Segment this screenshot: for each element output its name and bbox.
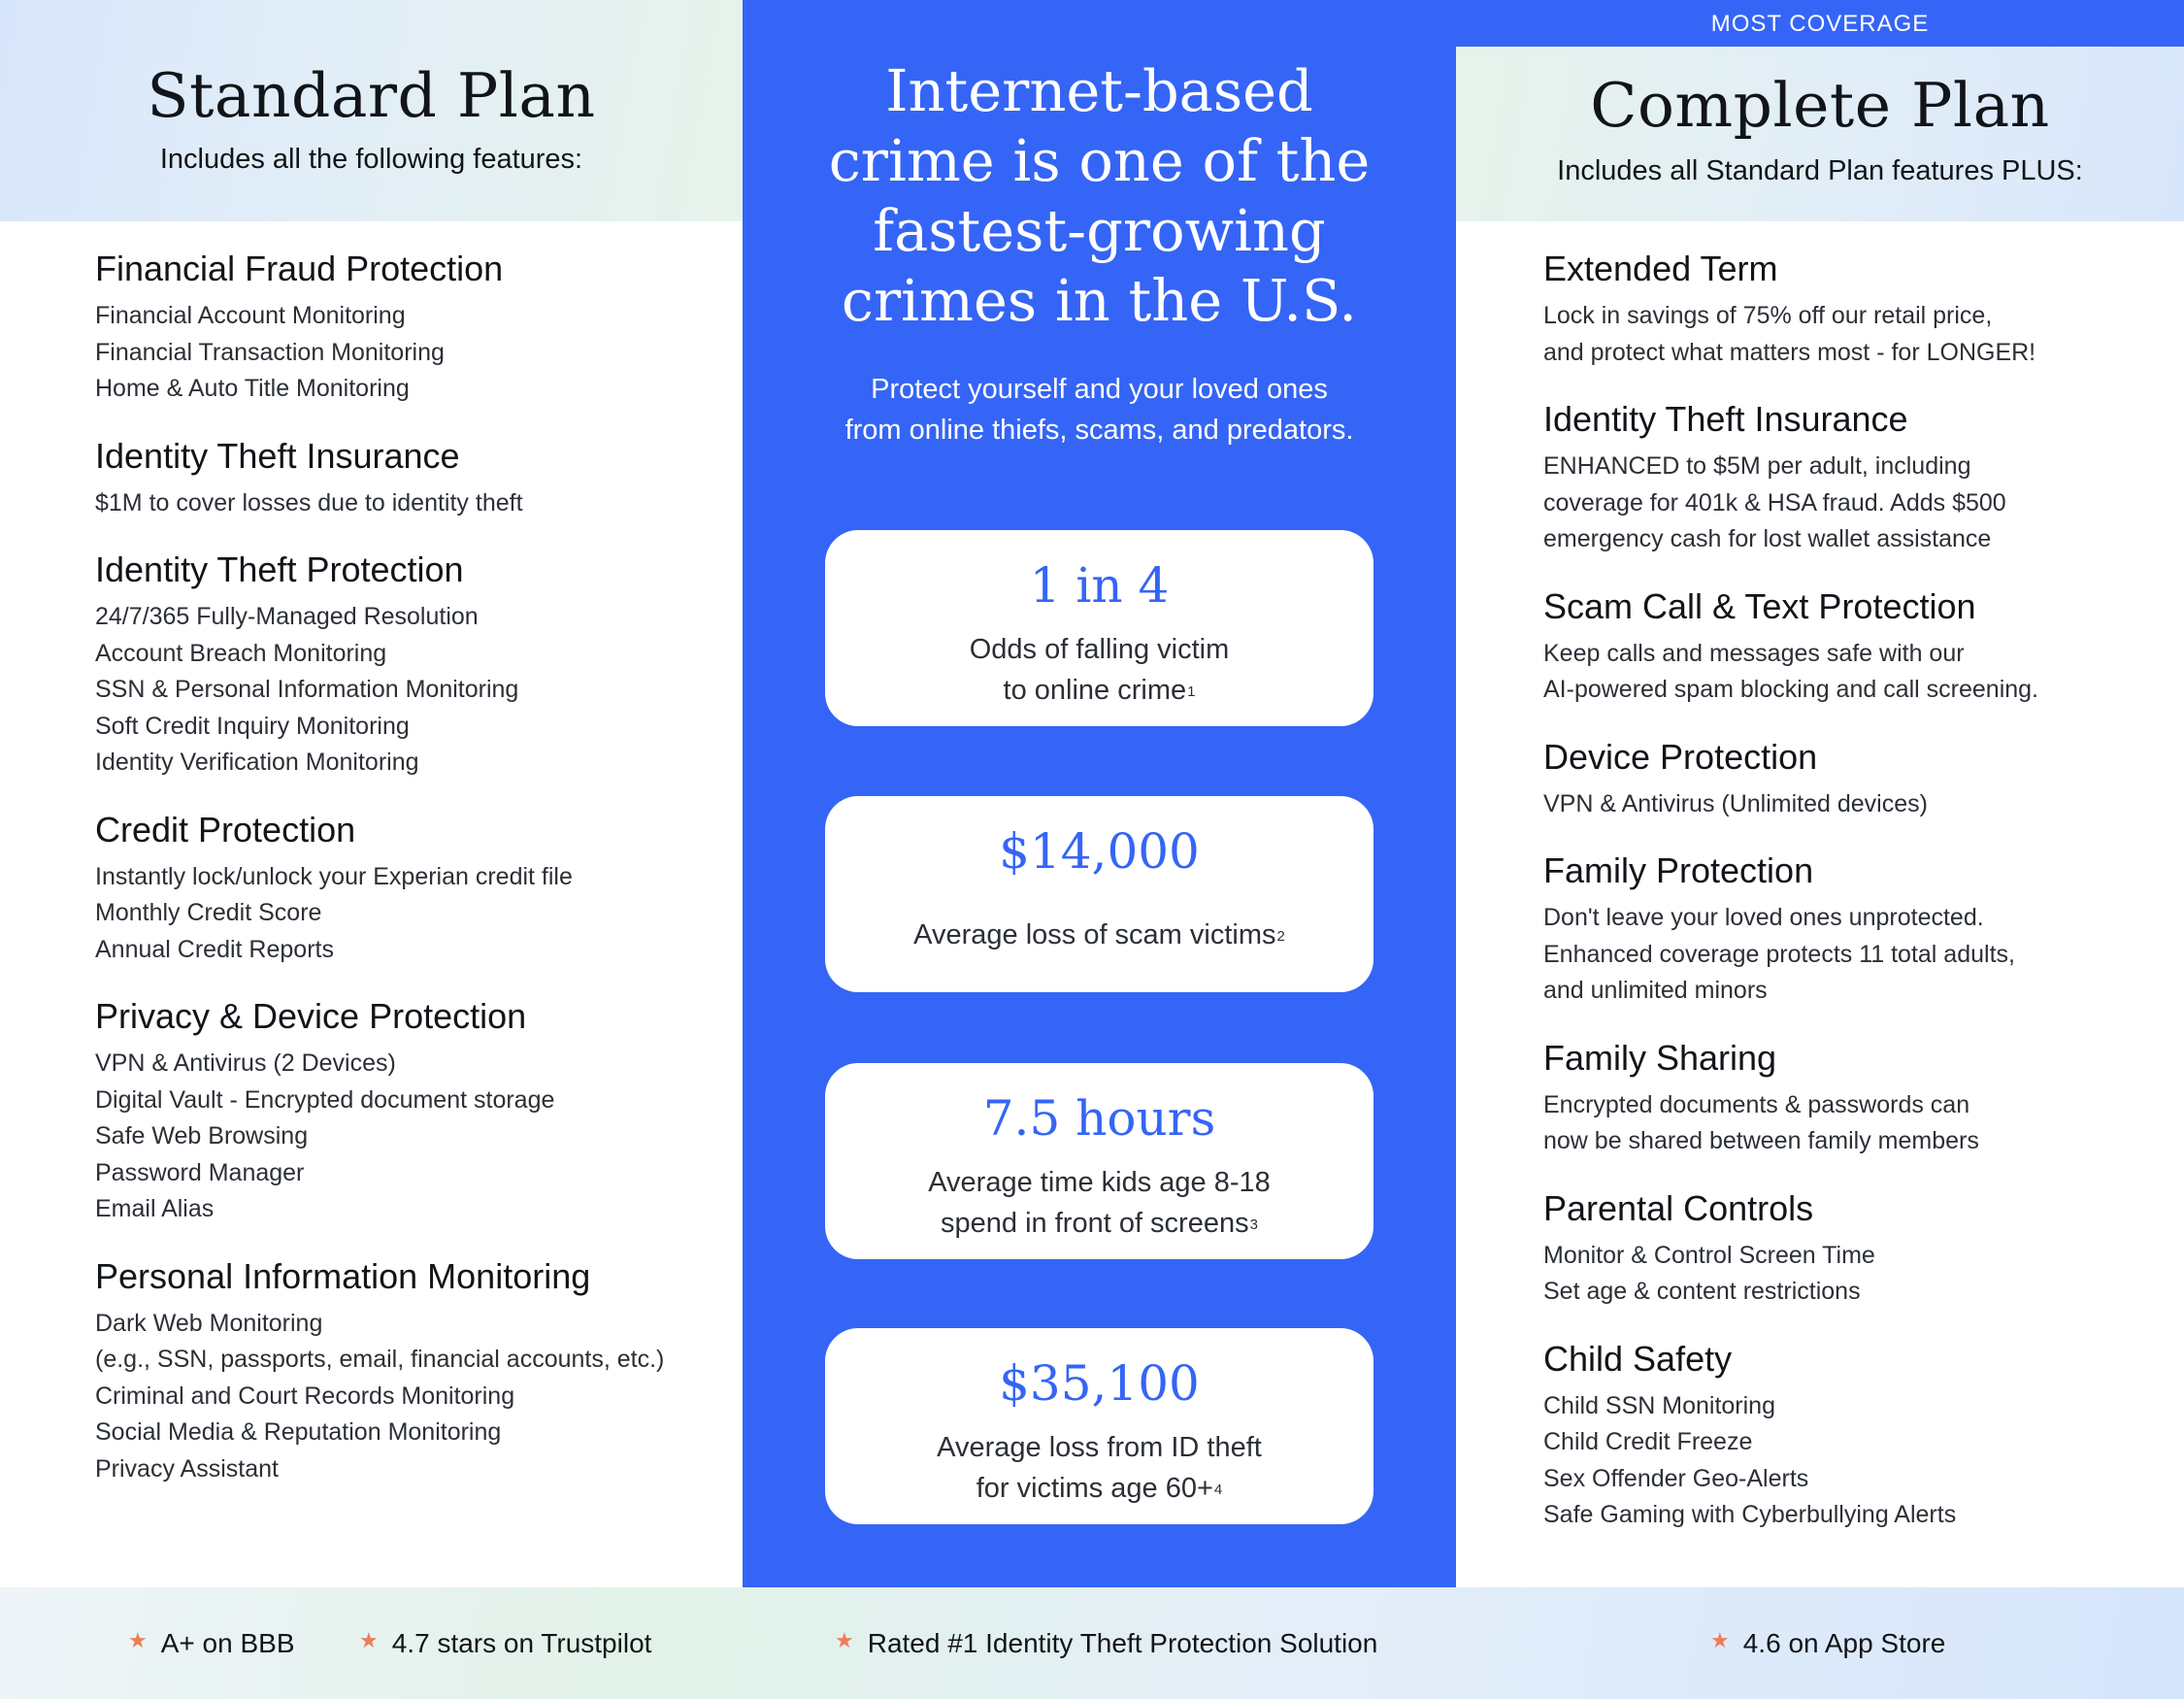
- feature-item: Email Alias: [95, 1195, 215, 1222]
- headline: [743, 56, 1456, 336]
- feature-item: and unlimited minors: [1543, 977, 1768, 1004]
- complete-plan-subtitle: Includes all Standard Plan features PLUS:: [1557, 155, 2083, 186]
- feature-item: Dark Web Monitoring: [95, 1309, 323, 1337]
- feature-section-title: Child Safety: [1543, 1338, 1733, 1379]
- feature-item: Safe Web Browsing: [95, 1122, 309, 1149]
- feature-section: [1543, 850, 2165, 1010]
- feature-item: ENHANCED to $5M per adult, including: [1543, 452, 1971, 480]
- feature-item: Digital Vault - Encrypted document storage: [95, 1085, 555, 1114]
- feature-item: Financial Account Monitoring: [95, 302, 406, 329]
- stat-description: [825, 1162, 1373, 1244]
- feature-section: [1543, 1338, 2165, 1534]
- stat-desc-line: Average time kids age 8-18: [928, 1167, 1271, 1198]
- footnote-marker: 2: [1276, 928, 1285, 945]
- stat-description: [825, 629, 1373, 711]
- star-icon: ★: [835, 1627, 854, 1652]
- rating-badge-label: 4.7 stars on Trustpilot: [391, 1627, 652, 1658]
- stat-desc-line: Average loss from ID theft: [937, 1432, 1262, 1463]
- headline-line: Internet-based: [885, 57, 1313, 124]
- subtext-line: Protect yourself and your loved ones: [871, 374, 1328, 405]
- feature-section-title: Identity Theft Insurance: [95, 435, 460, 476]
- feature-item: and protect what matters most - for LONGER!: [1543, 338, 2036, 366]
- feature-item: Lock in savings of 75% off our retail price,: [1543, 302, 1993, 329]
- standard-plan-header: [0, 0, 743, 221]
- most-coverage-badge: MOST COVERAGE: [1456, 0, 2184, 47]
- feature-section: [1543, 248, 2165, 371]
- rating-badge-label: Rated #1 Identity Theft Protection Solution: [867, 1627, 1378, 1658]
- feature-section-title: Family Protection: [1543, 850, 1814, 890]
- feature-item: Privacy Assistant: [95, 1454, 279, 1482]
- feature-item: 24/7/365 Fully-Managed Resolution: [95, 603, 479, 630]
- rating-badge-rated-1: [835, 1587, 1377, 1699]
- rating-badge-label: A+ on BBB: [160, 1627, 295, 1658]
- feature-item: emergency cash for lost wallet assistance: [1543, 525, 1992, 552]
- rating-badge-app-store: [1710, 1587, 1945, 1699]
- feature-item: Soft Credit Inquiry Monitoring: [95, 712, 410, 740]
- feature-item: Criminal and Court Records Monitoring: [95, 1382, 515, 1410]
- feature-item: Don't leave your loved ones unprotected.: [1543, 904, 1984, 931]
- stat-value: 1 in 4: [1029, 557, 1170, 614]
- stat-card-screen-time: [825, 1063, 1373, 1259]
- feature-item: Enhanced coverage protects 11 total adults,: [1543, 940, 2015, 968]
- complete-plan-title: Complete Plan: [1590, 70, 2050, 141]
- feature-item: Account Breach Monitoring: [95, 639, 387, 667]
- standard-plan-subtitle: Includes all the following features:: [159, 144, 583, 175]
- feature-item: Instantly lock/unlock your Experian credit file: [95, 862, 573, 890]
- subtext-line: from online thiefs, scams, and predators.: [844, 415, 1354, 446]
- footnote-marker: 4: [1213, 1482, 1223, 1498]
- stat-description: [825, 1427, 1373, 1509]
- feature-item: Safe Gaming with Cyberbullying Alerts: [1543, 1501, 1957, 1528]
- feature-item: VPN & Antivirus (2 Devices): [95, 1049, 396, 1077]
- feature-item: Encrypted documents & passwords can: [1543, 1090, 1970, 1118]
- feature-item: Annual Credit Reports: [95, 935, 334, 963]
- stat-card-id-theft-loss: [825, 1328, 1373, 1524]
- feature-item: Password Manager: [95, 1158, 305, 1186]
- stat-value: $35,100: [999, 1355, 1200, 1412]
- headline-line: fastest-growing: [873, 197, 1326, 264]
- feature-item: Child SSN Monitoring: [1543, 1391, 1775, 1419]
- feature-item: $1M to cover losses due to identity theft: [95, 488, 523, 516]
- complete-plan-header: [1456, 47, 2184, 221]
- stat-value: $14,000: [999, 823, 1200, 880]
- feature-section-title: Financial Fraud Protection: [95, 249, 504, 288]
- headline-line: crimes in the U.S.: [841, 267, 1358, 334]
- stat-desc-line: spend in front of screens$^3$: [941, 1208, 1258, 1239]
- star-icon: ★: [1710, 1627, 1730, 1652]
- feature-section-title: Family Sharing: [1543, 1037, 1777, 1078]
- feature-section-title: Device Protection: [1543, 736, 1818, 777]
- standard-plan-title: Standard Plan: [147, 60, 596, 131]
- standard-feature-list: [95, 248, 716, 1515]
- feature-section-title: Credit Protection: [95, 809, 356, 850]
- feature-item: Monthly Credit Score: [95, 899, 322, 926]
- feature-section-title: Extended Term: [1543, 249, 1778, 288]
- stat-desc-line: Odds of falling victim: [969, 634, 1230, 665]
- feature-item: Monitor & Control Screen Time: [1543, 1241, 1875, 1269]
- feature-item: AI-powered spam blocking and call screening.: [1543, 676, 2038, 703]
- star-icon: ★: [359, 1627, 379, 1652]
- feature-section: [1543, 736, 2165, 823]
- feature-section: [95, 995, 716, 1228]
- feature-section-title: Identity Theft Protection: [95, 550, 464, 589]
- feature-item: coverage for 401k & HSA fraud. Adds $500: [1543, 488, 2006, 516]
- feature-section-title: Scam Call & Text Protection: [1543, 585, 1976, 626]
- feature-item: Identity Verification Monitoring: [95, 749, 419, 776]
- feature-item: Social Media & Reputation Monitoring: [95, 1418, 502, 1446]
- footnote-marker: 3: [1249, 1216, 1258, 1233]
- feature-section: [95, 435, 716, 522]
- stat-description: [825, 915, 1373, 955]
- headline-subtext: [743, 369, 1456, 450]
- feature-section-title: Privacy & Device Protection: [95, 996, 527, 1036]
- feature-section: [1543, 1187, 2165, 1311]
- footnote-marker: 1: [1187, 683, 1196, 700]
- rating-badge-bbb: [128, 1587, 295, 1699]
- stats-column: [743, 0, 1456, 1587]
- ratings-footer: [0, 1587, 2184, 1699]
- feature-item: now be shared between family members: [1543, 1127, 1979, 1154]
- feature-section-title: Identity Theft Insurance: [1543, 399, 1908, 439]
- rating-badge-label: 4.6 on App Store: [1742, 1627, 1946, 1658]
- complete-feature-list: [1543, 248, 2165, 1561]
- headline-line: crime is one of the: [828, 127, 1371, 194]
- stat-desc-line: Average loss of scam victims$^2$: [913, 919, 1285, 950]
- feature-item: VPN & Antivirus (Unlimited devices): [1543, 789, 1928, 817]
- stat-card-odds: [825, 530, 1373, 726]
- feature-section: [95, 248, 716, 408]
- feature-section: [95, 1255, 716, 1488]
- standard-plan-column: [0, 0, 743, 1587]
- feature-section-title: Parental Controls: [1543, 1187, 1814, 1228]
- stat-desc-line: to online crime$^1$: [1003, 675, 1196, 706]
- feature-section: [95, 809, 716, 969]
- feature-section-title: Personal Information Monitoring: [95, 1255, 591, 1296]
- stat-desc-line: for victims age 60+$^4$: [976, 1473, 1223, 1504]
- complete-plan-column: [1456, 0, 2184, 1587]
- feature-section: [95, 549, 716, 782]
- feature-item: (e.g., SSN, passports, email, financial accounts, etc.): [95, 1346, 665, 1373]
- star-icon: ★: [128, 1627, 148, 1652]
- feature-item: Child Credit Freeze: [1543, 1428, 1753, 1455]
- feature-section: [1543, 398, 2165, 558]
- stat-card-scam-loss: [825, 796, 1373, 992]
- feature-item: Keep calls and messages safe with our: [1543, 639, 1965, 667]
- rating-badge-trustpilot: [359, 1587, 651, 1699]
- feature-item: Home & Auto Title Monitoring: [95, 375, 410, 402]
- feature-item: Set age & content restrictions: [1543, 1278, 1861, 1305]
- feature-item: Financial Transaction Monitoring: [95, 338, 445, 366]
- feature-section: [1543, 1037, 2165, 1160]
- feature-item: Sex Offender Geo-Alerts: [1543, 1464, 1809, 1492]
- stat-value: 7.5 hours: [982, 1090, 1216, 1147]
- feature-section: [1543, 585, 2165, 709]
- feature-item: SSN & Personal Information Monitoring: [95, 676, 519, 703]
